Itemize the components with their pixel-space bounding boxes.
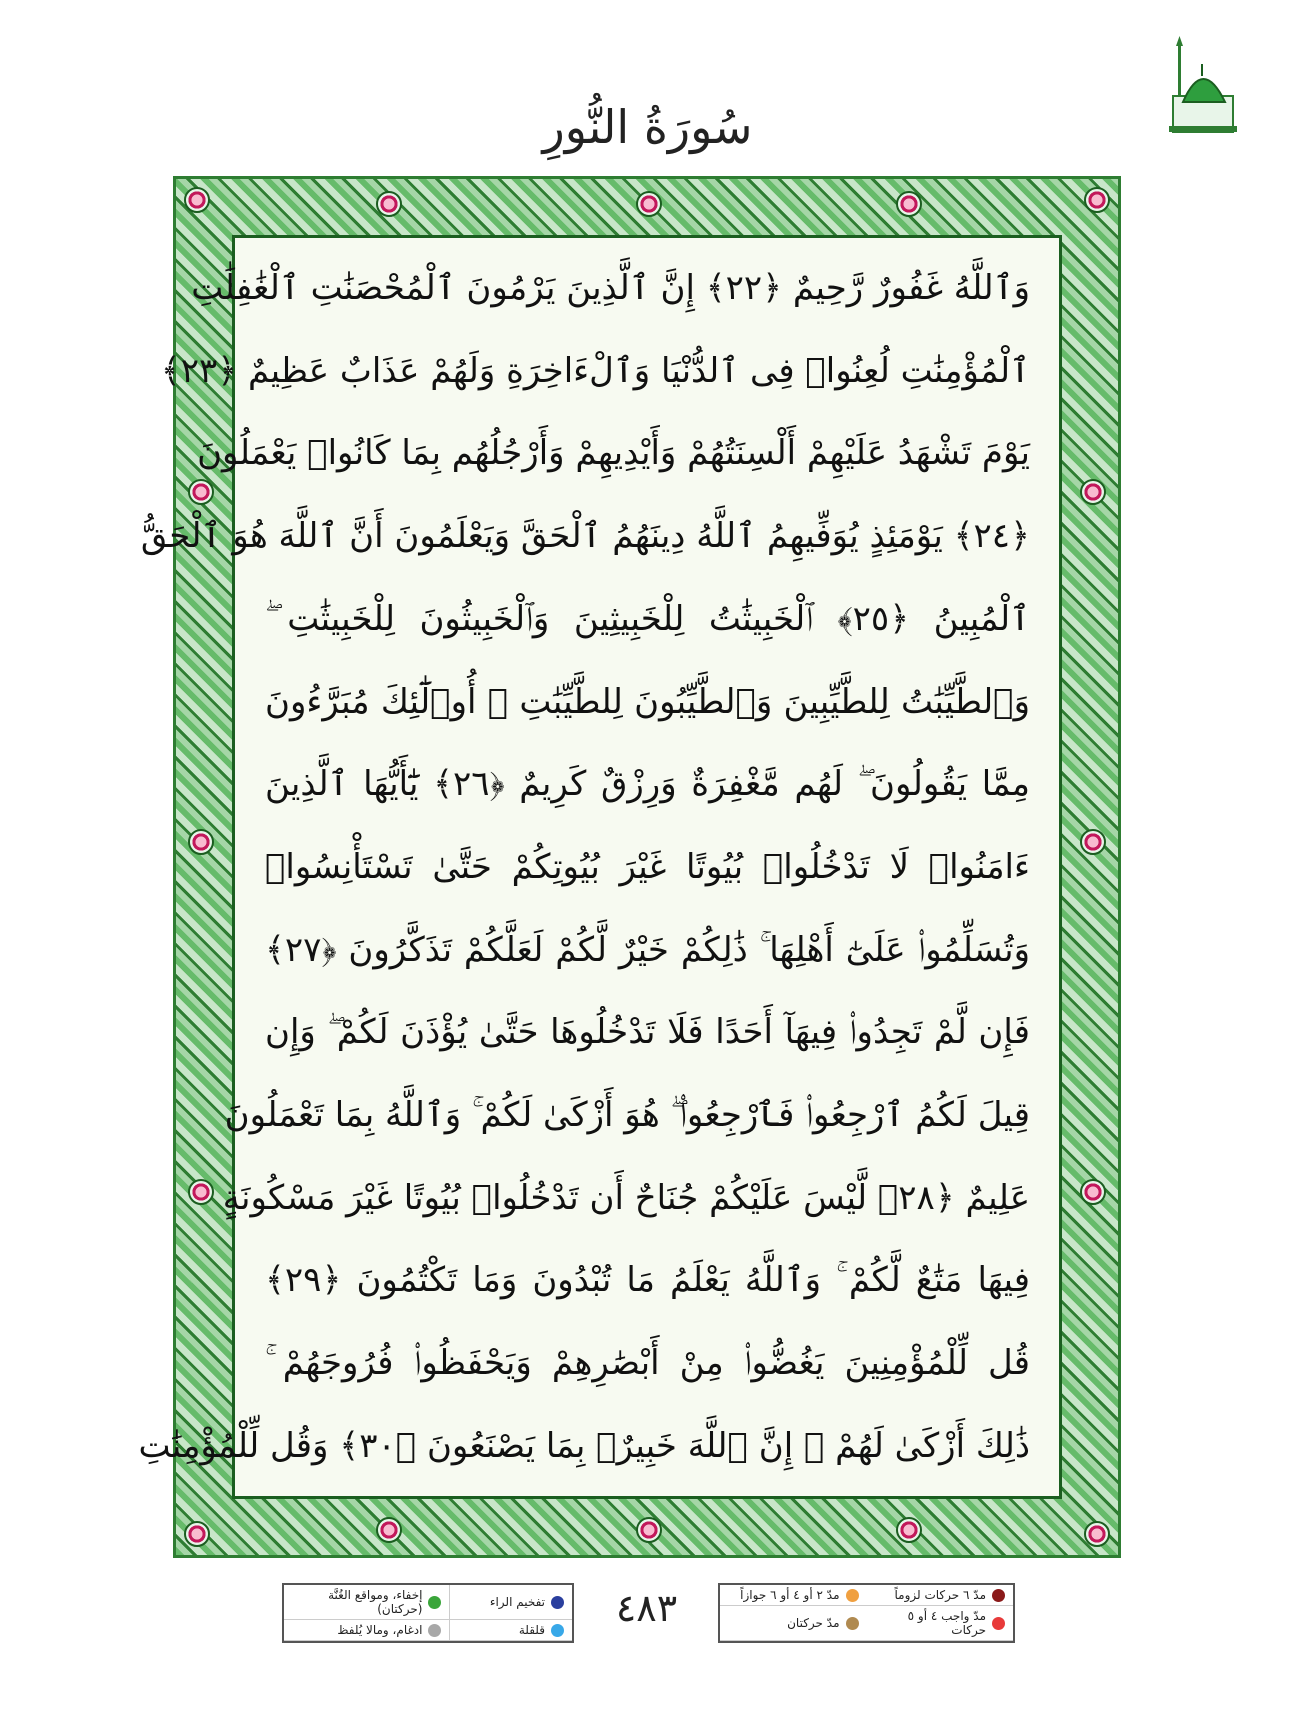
legend-label: مدّ حركتان <box>787 1616 840 1630</box>
text-line: ذَٰلِكَ أَزْكَىٰ لَهُمْ ۗ إِنَّ ٱللَّهَ خَبِيرٌۢ بِمَا يَصْنَعُونَ ﴿٣٠﴾ وَقُل لِّلْمُؤْمِنَٰتِ <box>138 1425 1030 1466</box>
border-rosette-icon <box>188 1179 214 1205</box>
surah-title: سُورَةُ النُّورِ <box>542 100 753 154</box>
color-dot-icon <box>551 1596 564 1609</box>
border-rosette-icon <box>184 1521 210 1547</box>
border-rosette-icon <box>636 1517 662 1543</box>
legend-label: مدّ ٢ أو ٤ أو ٦ جوازاً <box>740 1588 840 1602</box>
page-number: ٤٨٣ <box>615 1586 678 1630</box>
text-line: قُل لِّلْمُؤْمِنِينَ يَغُضُّوا۟ مِنْ أَبْصَٰرِهِمْ وَيَحْفَظُوا۟ فُرُوجَهُمْ ۚ <box>265 1343 1030 1384</box>
legend-item <box>720 1585 867 1606</box>
text-line: ٱلْمُؤْمِنَٰتِ لُعِنُوا۟ فِى ٱلدُّنْيَا وَٱلْءَاخِرَةِ وَلَهُمْ عَذَابٌ عَظِيمٌ ﴿٢٣﴾ <box>160 350 1030 391</box>
border-rosette-icon <box>188 829 214 855</box>
border-rosette-icon <box>1080 479 1106 505</box>
quran-text <box>138 258 1030 1476</box>
color-dot-icon <box>428 1596 441 1609</box>
border-rosette-icon <box>1084 1521 1110 1547</box>
legend-label: ادغام، ومالا يُلفظ <box>337 1623 423 1637</box>
text-line: وَٱللَّهُ غَفُورٌ رَّحِيمٌ ﴿٢٢﴾ إِنَّ ٱلَّذِينَ يَرْمُونَ ٱلْمُحْصَنَٰتِ ٱلْغَٰفِلَٰتِ <box>191 268 1030 308</box>
text-line: ءَامَنُوا۟ لَا تَدْخُلُوا۟ بُيُوتًا غَيْرَ بُيُوتِكُمْ حَتَّىٰ تَسْتَأْنِسُوا۟ <box>265 846 1030 887</box>
legend-label: تفخيم الراء <box>489 1595 545 1609</box>
border-rosette-icon <box>896 191 922 217</box>
color-dot-icon <box>846 1589 859 1602</box>
tajweed-legend-right <box>718 1583 1015 1643</box>
color-dot-icon <box>428 1624 441 1637</box>
legend-label: قلقلة <box>518 1623 545 1637</box>
text-line: ﴿٢٤﴾ يَوْمَئِذٍ يُوَفِّيهِمُ ٱللَّهُ دِينَهُمُ ٱلْحَقَّ وَيَعْلَمُونَ أَنَّ ٱللَّهَ هُوَ ٱلْحَقُّ <box>140 516 1030 557</box>
color-dot-icon <box>992 1617 1005 1630</box>
legend-item <box>867 1585 1014 1606</box>
border-rosette-icon <box>1080 829 1106 855</box>
legend-item <box>449 1620 572 1641</box>
legend-item <box>284 1585 449 1620</box>
text-line: عَلِيمٌ ﴿٢٨﴾ لَّيْسَ عَلَيْكُمْ جُنَاحٌ أَن تَدْخُلُوا۟ بُيُوتًا غَيْرَ مَسْكُونَةٍ <box>222 1177 1030 1218</box>
legend-item <box>284 1620 449 1641</box>
text-line: قِيلَ لَكُمُ ٱرْجِعُوا۟ فَٱرْجِعُوا۟ ۖ هُوَ أَزْكَىٰ لَكُمْ ۚ وَٱللَّهُ بِمَا تَعْمَلُونَ <box>224 1095 1030 1136</box>
text-line: فَإِن لَّمْ تَجِدُوا۟ فِيهَآ أَحَدًا فَلَا تَدْخُلُوهَا حَتَّىٰ يُؤْذَنَ لَكُمْ ۖ وَإِن <box>265 1012 1030 1053</box>
text-line: وَٱلطَّيِّبَٰتُ لِلطَّيِّبِينَ وَٱلطَّيِّبُونَ لِلطَّيِّبَٰتِ ۚ أُو۟لَٰٓئِكَ مُبَرَّءُونَ <box>265 681 1030 722</box>
text-line: مِمَّا يَقُولُونَ ۖ لَهُم مَّغْفِرَةٌ وَرِزْقٌ كَرِيمٌ ﴿٢٦﴾ يَٰٓأَيُّهَا ٱلَّذِينَ <box>265 764 1030 805</box>
border-rosette-icon <box>184 187 210 213</box>
legend-item <box>720 1606 867 1641</box>
legend-label: إخفاء، ومواقع الغُنَّة (حركتان) <box>328 1588 423 1616</box>
color-dot-icon <box>992 1589 1005 1602</box>
text-line: وَتُسَلِّمُوا۟ عَلَىٰٓ أَهْلِهَا ۚ ذَٰلِكُمْ خَيْرٌ لَّكُمْ لَعَلَّكُمْ تَذَكَّرُونَ ﴿٢٧﴾ <box>265 929 1030 970</box>
border-rosette-icon <box>376 191 402 217</box>
border-rosette-icon <box>376 1517 402 1543</box>
border-rosette-icon <box>636 191 662 217</box>
text-line: ٱلْمُبِينُ ﴿٢٥﴾ ٱلْخَبِيثَٰتُ لِلْخَبِيثِينَ وَٱلْخَبِيثُونَ لِلْخَبِيثَٰتِ ۖ <box>265 598 1030 639</box>
border-rosette-icon <box>1080 1179 1106 1205</box>
text-line: يَوْمَ تَشْهَدُ عَلَيْهِمْ أَلْسِنَتُهُمْ وَأَيْدِيهِمْ وَأَرْجُلُهُم بِمَا كَانُوا۟ يَعْمَلُونَ <box>197 433 1030 474</box>
text-line: فِيهَا مَتَٰعٌ لَّكُمْ ۚ وَٱللَّهُ يَعْلَمُ مَا تُبْدُونَ وَمَا تَكْتُمُونَ ﴿٢٩﴾ <box>265 1260 1030 1301</box>
border-rosette-icon <box>896 1517 922 1543</box>
color-dot-icon <box>846 1617 859 1630</box>
legend-item <box>449 1585 572 1620</box>
legend-label: مدّ واجب ٤ أو ٥ حركات <box>907 1609 986 1637</box>
color-dot-icon <box>551 1624 564 1637</box>
tajweed-legend-left <box>282 1583 574 1643</box>
legend-item <box>867 1606 1014 1641</box>
border-rosette-icon <box>1084 187 1110 213</box>
legend-label: مدّ ٦ حركات لزوماً <box>894 1588 986 1602</box>
